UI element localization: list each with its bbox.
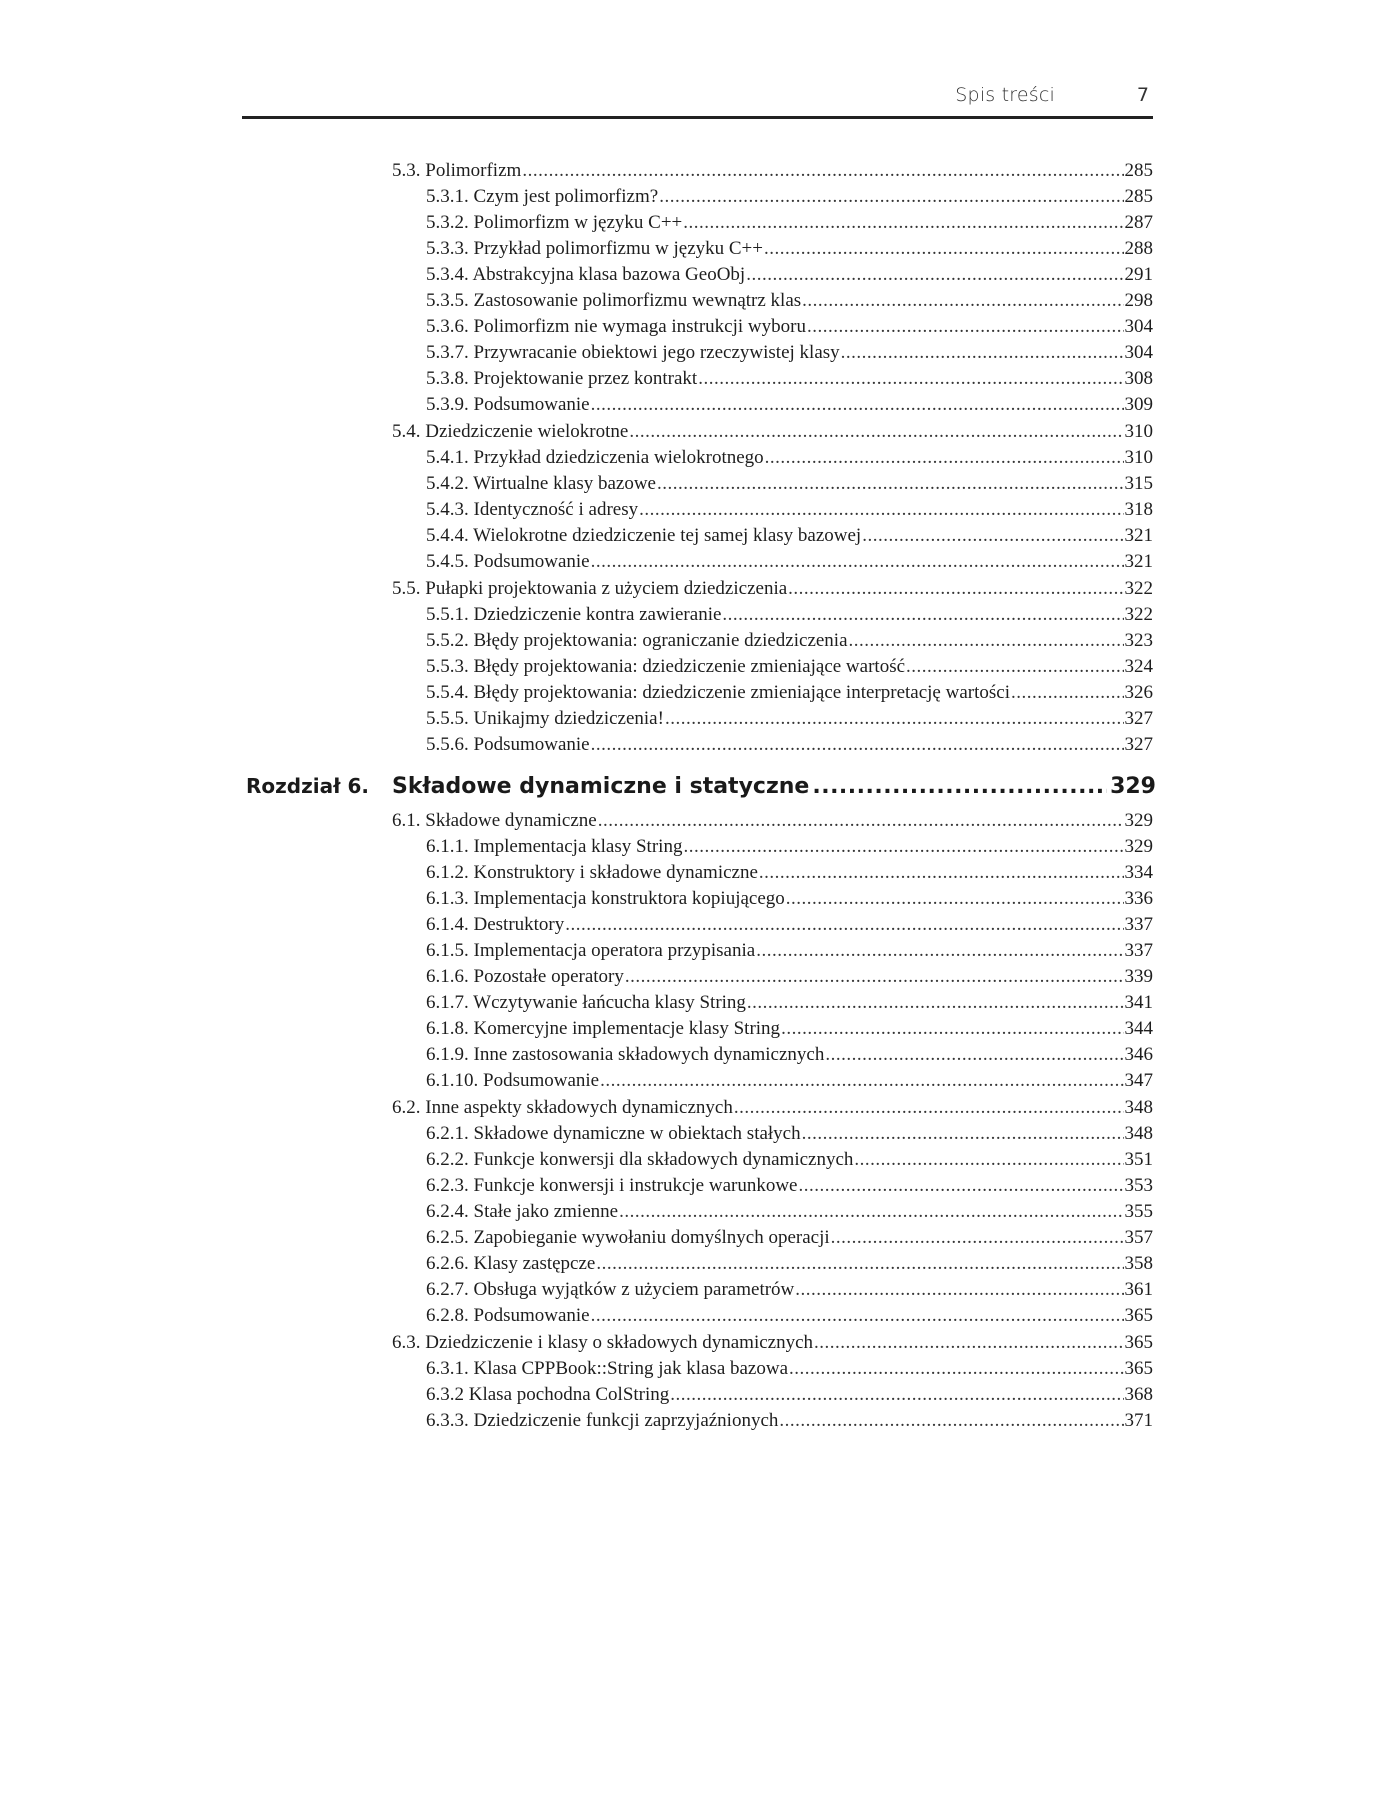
leader-dots <box>596 1253 1123 1275</box>
leader-dots <box>565 914 1123 936</box>
leader-dots <box>698 368 1123 390</box>
toc-subsection-entry <box>426 1018 1153 1040</box>
leader-dots <box>759 862 1124 884</box>
toc-entry-label: 6.1. Składowe dynamiczne <box>392 810 597 831</box>
leader-dots <box>812 774 1107 799</box>
toc-entry-label: 5.3.2. Polimorfizm w języku C++ <box>426 212 683 233</box>
toc-entry-page: 327 <box>1124 708 1153 729</box>
toc-entry-page: 304 <box>1124 342 1153 363</box>
leader-dots <box>683 212 1123 234</box>
toc-subsection-entry <box>426 1044 1153 1066</box>
toc-subsection-entry <box>426 1227 1153 1249</box>
leader-dots <box>734 1097 1124 1119</box>
leader-dots <box>591 551 1124 573</box>
toc-subsection-entry <box>426 1410 1153 1432</box>
toc-entry-page: 337 <box>1124 914 1153 935</box>
toc-entry-page: 310 <box>1124 421 1153 442</box>
leader-dots <box>600 1070 1123 1092</box>
toc-entry-label: 5.3.3. Przykład polimorfizmu w języku C++ <box>426 238 763 259</box>
toc-subsection-entry <box>426 342 1153 364</box>
toc-entry-label: 5.4. Dziedziczenie wielokrotne <box>392 421 629 442</box>
leader-dots <box>1011 682 1124 704</box>
leader-dots <box>786 888 1124 910</box>
toc-subsection-entry <box>426 212 1153 234</box>
toc-entry-label: 5.5. Pułapki projektowania z użyciem dziedziczenia <box>392 578 788 599</box>
toc-subsection-entry <box>426 186 1153 208</box>
toc-subsection-entry <box>426 1123 1153 1145</box>
toc-entry-label: 5.3.6. Polimorfizm nie wymaga instrukcji wyboru <box>426 316 806 337</box>
toc-subsection-entry <box>426 368 1153 390</box>
toc-subsection-entry <box>426 238 1153 260</box>
leader-dots <box>746 264 1123 286</box>
toc-entry-page: 365 <box>1124 1358 1153 1379</box>
toc-entry-page: 329 <box>1124 836 1153 857</box>
toc-entry-page: 351 <box>1124 1149 1153 1170</box>
toc-entry-page: 361 <box>1124 1279 1153 1300</box>
leader-dots <box>841 342 1124 364</box>
toc-entry-label: 5.3.5. Zastosowanie polimorfizmu wewnątrz klas <box>426 290 802 311</box>
toc-entry-page: 324 <box>1124 656 1153 677</box>
leader-dots <box>906 656 1123 678</box>
toc-entry-label: 5.3.8. Projektowanie przez kontrakt <box>426 368 698 389</box>
toc-entry-label: 6.2.4. Stałe jako zmienne <box>426 1201 619 1222</box>
toc-subsection-entry <box>426 1175 1153 1197</box>
toc-subsection-entry <box>426 499 1153 521</box>
toc-subsection-entry <box>426 1149 1153 1171</box>
toc-subsection-entry <box>426 604 1153 626</box>
toc-section-entry <box>392 810 1153 832</box>
chapter-title: Składowe dynamiczne i statyczne <box>392 774 810 799</box>
toc-subsection-entry <box>426 940 1153 962</box>
toc-subsection-entry <box>426 394 1153 416</box>
toc-entry-label: 6.1.3. Implementacja konstruktora kopiującego <box>426 888 785 909</box>
toc-subsection-entry <box>426 316 1153 338</box>
toc-subsection-entry <box>426 264 1153 286</box>
toc-entry-page: 327 <box>1124 734 1153 755</box>
leader-dots <box>639 499 1123 521</box>
toc-entry-page: 318 <box>1124 499 1153 520</box>
leader-dots <box>831 1227 1124 1249</box>
leader-dots <box>591 734 1124 756</box>
toc-entry-page: 321 <box>1124 551 1153 572</box>
toc-entry-label: 5.5.6. Podsumowanie <box>426 734 590 755</box>
toc-subsection-entry <box>426 888 1153 910</box>
toc-entry-label: 6.1.8. Komercyjne implementacje klasy String <box>426 1018 781 1039</box>
toc-entry-page: 337 <box>1124 940 1153 961</box>
leader-dots <box>788 578 1123 600</box>
toc-entry-page: 322 <box>1124 578 1153 599</box>
leader-dots <box>825 1044 1123 1066</box>
toc-subsection-entry <box>426 1070 1153 1092</box>
toc-entry-page: 304 <box>1124 316 1153 337</box>
toc-entry-page: 344 <box>1124 1018 1153 1039</box>
leader-dots <box>522 160 1123 182</box>
toc-entry-label: 6.1.4. Destruktory <box>426 914 565 935</box>
page-header <box>242 84 1153 119</box>
toc-entry-label: 6.1.6. Pozostałe operatory <box>426 966 624 987</box>
toc-entry-page: 355 <box>1124 1201 1153 1222</box>
toc-subsection-entry <box>426 682 1153 704</box>
toc-entry-label: 6.1.7. Wczytywanie łańcucha klasy String <box>426 992 746 1013</box>
toc-subsection-entry <box>426 1305 1153 1327</box>
toc-entry-page: 287 <box>1124 212 1153 233</box>
leader-dots <box>781 1018 1123 1040</box>
toc-section-entry <box>392 1332 1153 1354</box>
leader-dots <box>670 1384 1123 1406</box>
toc-entry-label: 5.3.9. Podsumowanie <box>426 394 590 415</box>
toc-entry-label: 6.2.6. Klasy zastępcze <box>426 1253 596 1274</box>
leader-dots <box>789 1358 1123 1380</box>
leader-dots <box>665 708 1124 730</box>
toc-entry-label: 5.5.5. Unikajmy dziedziczenia! <box>426 708 664 729</box>
toc-entry-page: 346 <box>1124 1044 1153 1065</box>
toc-entry-page: 365 <box>1124 1332 1153 1353</box>
leader-dots <box>683 836 1123 858</box>
toc-entry-label: 6.1.5. Implementacja operatora przypisania <box>426 940 756 961</box>
toc-entry-page: 321 <box>1124 525 1153 546</box>
toc-entry-page: 329 <box>1124 810 1153 831</box>
leader-dots <box>798 1175 1123 1197</box>
toc-entry-page: 371 <box>1124 1410 1153 1431</box>
toc-entry-label: 5.3. Polimorfizm <box>392 160 522 181</box>
toc-entry-label: 6.2.3. Funkcje konwersji i instrukcje warunkowe <box>426 1175 798 1196</box>
leader-dots <box>619 1201 1123 1223</box>
toc-entry-page: 353 <box>1124 1175 1153 1196</box>
leader-dots <box>795 1279 1123 1301</box>
toc-entry-page: 339 <box>1124 966 1153 987</box>
toc-entry-page: 368 <box>1124 1384 1153 1405</box>
leader-dots <box>722 604 1123 626</box>
toc-entry-label: 6.1.9. Inne zastosowania składowych dynamicznych <box>426 1044 825 1065</box>
toc-entry-page: 348 <box>1124 1123 1153 1144</box>
toc-entry-label: 6.2. Inne aspekty składowych dynamicznych <box>392 1097 733 1118</box>
toc-entry-label: 5.4.4. Wielokrotne dziedziczenie tej samej klasy bazowej <box>426 525 862 546</box>
toc-entry-label: 6.2.8. Podsumowanie <box>426 1305 590 1326</box>
toc-entry-page: 298 <box>1124 290 1153 311</box>
toc-entry-label: 5.3.4. Abstrakcyjna klasa bazowa GeoObj <box>426 264 746 285</box>
toc-entry-page: 334 <box>1124 862 1153 883</box>
toc-subsection-entry <box>426 734 1153 756</box>
toc-entry-page: 358 <box>1124 1253 1153 1274</box>
toc-entry-label: 5.5.3. Błędy projektowania: dziedziczenie zmieniające wartość <box>426 656 906 677</box>
toc-entry-label: 6.2.5. Zapobieganie wywołaniu domyślnych operacji <box>426 1227 830 1248</box>
toc-entry-page: 322 <box>1124 604 1153 625</box>
leader-dots <box>659 186 1123 208</box>
leader-dots <box>764 238 1124 260</box>
toc-entry-page: 291 <box>1124 264 1153 285</box>
toc-subsection-entry <box>426 656 1153 678</box>
toc-subsection-entry <box>426 1384 1153 1406</box>
leader-dots <box>765 447 1124 469</box>
toc-entry-label: 6.1.2. Konstruktory i składowe dynamiczne <box>426 862 758 883</box>
toc-entry-label: 5.5.2. Błędy projektowania: ograniczanie dziedziczenia <box>426 630 848 651</box>
leader-dots <box>591 1305 1124 1327</box>
toc-subsection-entry <box>426 525 1153 547</box>
toc-entry-label: 5.3.1. Czym jest polimorfizm? <box>426 186 659 207</box>
leader-dots <box>629 421 1123 443</box>
toc-entry-page: 309 <box>1124 394 1153 415</box>
toc-entry-page: 285 <box>1124 160 1153 181</box>
toc-entry-label: 6.2.1. Składowe dynamiczne w obiektach stałych <box>426 1123 801 1144</box>
leader-dots <box>814 1332 1123 1354</box>
chapter-heading <box>246 774 1156 799</box>
toc-subsection-entry <box>426 630 1153 652</box>
toc-entry-label: 5.4.5. Podsumowanie <box>426 551 590 572</box>
leader-dots <box>779 1410 1123 1432</box>
toc-subsection-entry <box>426 551 1153 573</box>
header-section-title: Spis treści <box>955 84 1055 106</box>
toc-subsection-entry <box>426 447 1153 469</box>
toc-entry-label: 6.2.7. Obsługa wyjątków z użyciem parametrów <box>426 1279 795 1300</box>
toc-subsection-entry <box>426 290 1153 312</box>
toc-entry-label: 5.4.3. Identyczność i adresy <box>426 499 639 520</box>
header-page-number: 7 <box>1136 84 1149 106</box>
toc-entry-page: 323 <box>1124 630 1153 651</box>
leader-dots <box>756 940 1123 962</box>
toc-subsection-entry <box>426 914 1153 936</box>
leader-dots <box>747 992 1124 1014</box>
toc-entry-page: 308 <box>1124 368 1153 389</box>
leader-dots <box>657 473 1124 495</box>
toc-entry-page: 315 <box>1124 473 1153 494</box>
leader-dots <box>625 966 1124 988</box>
toc-subsection-entry <box>426 1358 1153 1380</box>
chapter-entry <box>392 774 1156 799</box>
toc-entry-label: 5.5.1. Dziedziczenie kontra zawieranie <box>426 604 722 625</box>
toc-entry-label: 5.5.4. Błędy projektowania: dziedziczenie zmieniające interpretację wartości <box>426 682 1010 703</box>
toc-subsection-entry <box>426 992 1153 1014</box>
leader-dots <box>849 630 1124 652</box>
toc-entry-label: 6.1.1. Implementacja klasy String <box>426 836 683 857</box>
toc-entry-page: 357 <box>1124 1227 1153 1248</box>
toc-subsection-entry <box>426 836 1153 858</box>
toc-section-entry <box>392 1097 1153 1119</box>
toc-entry-page: 326 <box>1124 682 1153 703</box>
toc-subsection-entry <box>426 1279 1153 1301</box>
leader-dots <box>598 810 1124 832</box>
leader-dots <box>854 1149 1123 1171</box>
toc-entry-page: 347 <box>1124 1070 1153 1091</box>
chapter-page: 329 <box>1110 774 1156 799</box>
toc-subsection-entry <box>426 473 1153 495</box>
toc-subsection-entry <box>426 1201 1153 1223</box>
toc-entry-label: 5.3.7. Przywracanie obiektowi jego rzeczywistej klasy <box>426 342 840 363</box>
leader-dots <box>802 1123 1124 1145</box>
toc-section-entry <box>392 578 1153 600</box>
leader-dots <box>862 525 1123 547</box>
toc-entry-label: 5.4.1. Przykład dziedziczenia wielokrotnego <box>426 447 764 468</box>
toc-entry-page: 288 <box>1124 238 1153 259</box>
toc-entry-page: 365 <box>1124 1305 1153 1326</box>
toc-subsection-entry <box>426 708 1153 730</box>
toc-section-entry <box>392 421 1153 443</box>
toc-section-entry <box>392 160 1153 182</box>
toc-entry-label: 6.2.2. Funkcje konwersji dla składowych dynamicznych <box>426 1149 854 1170</box>
toc-entry-page: 341 <box>1124 992 1153 1013</box>
toc-subsection-entry <box>426 862 1153 884</box>
toc-subsection-entry <box>426 966 1153 988</box>
toc-entry-page: 310 <box>1124 447 1153 468</box>
toc-entry-label: 6.3.1. Klasa CPPBook::String jak klasa bazowa <box>426 1358 789 1379</box>
toc-entry-label: 5.4.2. Wirtualne klasy bazowe <box>426 473 656 494</box>
leader-dots <box>591 394 1124 416</box>
leader-dots <box>802 290 1123 312</box>
toc-entry-label: 6.3. Dziedziczenie i klasy o składowych dynamicznych <box>392 1332 814 1353</box>
toc-entry-page: 348 <box>1124 1097 1153 1118</box>
leader-dots <box>807 316 1124 338</box>
chapter-number: Rozdział 6. <box>246 774 369 798</box>
toc-subsection-entry <box>426 1253 1153 1275</box>
toc-entry-page: 285 <box>1124 186 1153 207</box>
toc-entry-page: 336 <box>1124 888 1153 909</box>
toc-entry-label: 6.3.3. Dziedziczenie funkcji zaprzyjaźnionych <box>426 1410 779 1431</box>
toc-entry-label: 6.1.10. Podsumowanie <box>426 1070 600 1091</box>
toc-entry-label: 6.3.2 Klasa pochodna ColString <box>426 1384 670 1405</box>
